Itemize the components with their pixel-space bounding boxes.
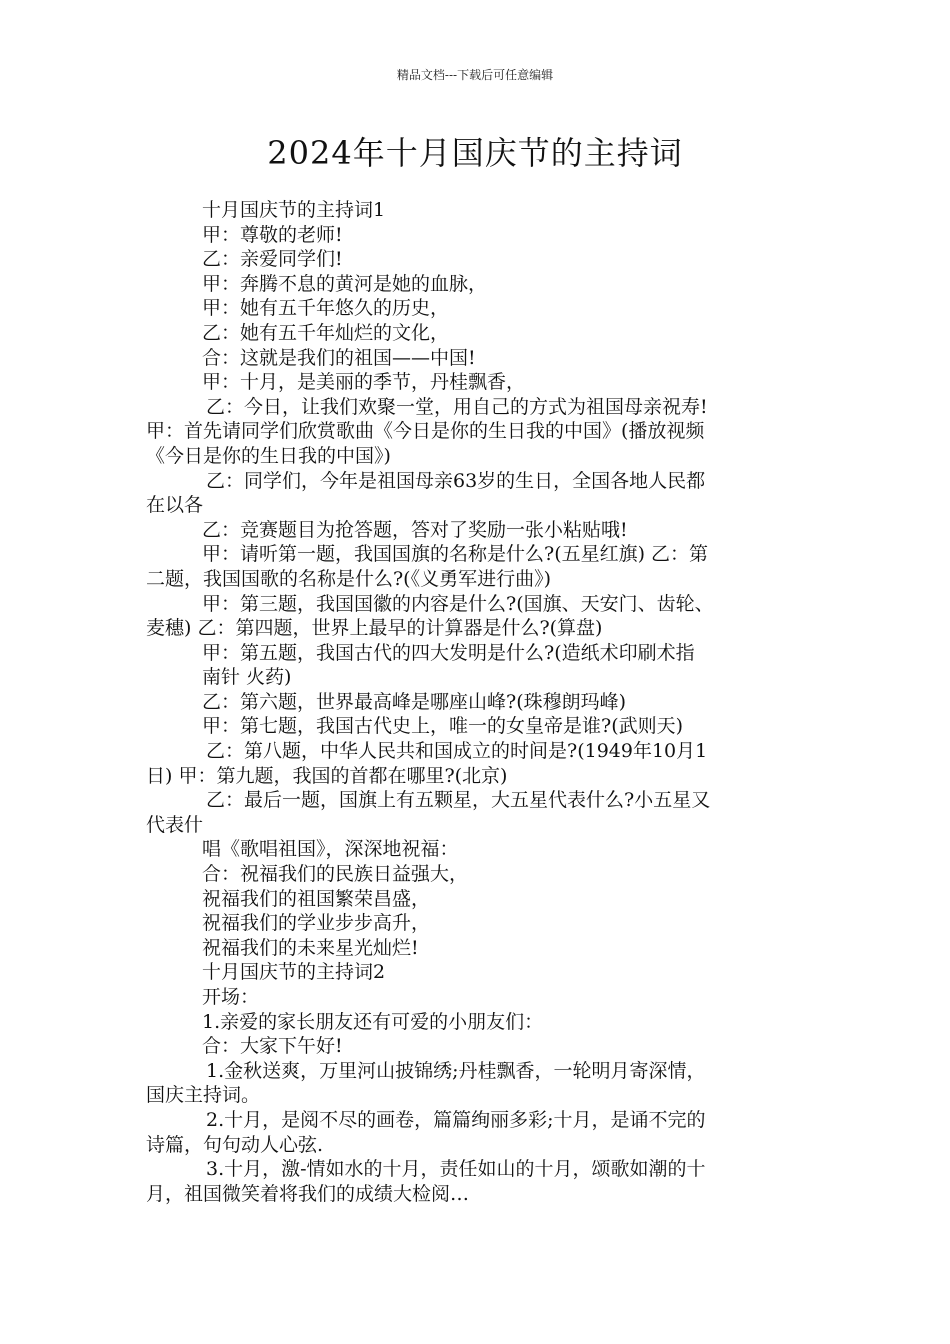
text-line: 月，祖国微笑着将我们的成绩大检阅…: [146, 1182, 470, 1205]
text-line: 甲：第五题，我国古代的四大发明是什么?(造纸术印刷术指: [202, 641, 695, 664]
text-line: 甲：第三题，我国国徽的内容是什么?(国旗、天安门、齿轮、: [202, 592, 714, 615]
text-line: 甲：请听第一题，我国国旗的名称是什么?(五星红旗) 乙：第: [202, 543, 709, 566]
text-line: 2.十月，是阅不尽的画卷，篇篇绚丽多彩;十月，是诵不完的: [206, 1108, 706, 1131]
text-line: 麦穗) 乙：第四题，世界上最早的计算器是什么?(算盘): [146, 617, 603, 640]
text-line: 《今日是你的生日我的中国》): [146, 444, 391, 467]
text-line: 甲：尊敬的老师!: [202, 223, 343, 246]
text-line: 开场：: [202, 986, 260, 1008]
text-line: 甲：奔腾不息的黄河是她的血脉，: [202, 272, 488, 295]
text-line: 乙：今日，让我们欢聚一堂，用自己的方式为祖国母亲祝寿!: [206, 395, 708, 418]
text-line: 乙：同学们，今年是祖国母亲63岁的生日，全国各地人民都: [206, 469, 706, 492]
document-body: [146, 198, 808, 1206]
text-line: 甲：第七题，我国古代史上，唯一的女皇帝是谁?(武则天): [202, 715, 684, 738]
text-line: 唱《歌唱祖国》，深深地祝福：: [202, 838, 459, 861]
text-line: 国庆主持词。: [146, 1084, 261, 1107]
text-line: 乙：第六题，世界最高峰是哪座山峰?(珠穆朗玛峰): [202, 690, 627, 713]
text-line: 祝福我们的未来星光灿烂!: [202, 936, 419, 959]
text-line: 甲：她有五千年悠久的历史，: [202, 297, 450, 320]
text-line: 3.十月，激-情如水的十月，责任如山的十月，颂歌如潮的十: [206, 1158, 706, 1181]
text-line: 二题，我国国歌的名称是什么?(《义勇军进行曲》): [146, 567, 552, 590]
text-line: 在以各: [146, 494, 204, 517]
text-line: 甲：首先请同学们欣赏歌曲《今日是你的生日我的中国》(播放视频: [146, 420, 705, 443]
text-line: 日) 甲：第九题，我国的首都在哪里?(北京): [146, 764, 508, 787]
document-title: 2024年十月国庆节的主持词: [267, 134, 683, 172]
text-line: 乙：第八题，中华人民共和国成立的时间是?(1949年10月1: [206, 740, 708, 763]
text-line: 乙：她有五千年灿烂的文化，: [202, 321, 450, 344]
text-line: 祝福我们的祖国繁荣昌盛，: [202, 887, 431, 910]
text-line: 合：祝福我们的民族日益强大，: [202, 863, 469, 886]
text-line: 1.金秋送爽，万里河山披锦绣;丹桂飘香，一轮明月寄深情，: [206, 1059, 706, 1082]
text-line: 乙：竞赛题目为抢答题，答对了奖励一张小粘贴哦!: [202, 518, 628, 541]
text-line: 乙：最后一题，国旗上有五颗星，大五星代表什么?小五星又: [206, 789, 711, 812]
text-line: 诗篇，句句动人心弦.: [146, 1133, 324, 1156]
text-line: 南针 火药): [202, 666, 292, 689]
text-line: 十月国庆节的主持词1: [202, 199, 386, 221]
text-line: 祝福我们的学业步步高升，: [202, 912, 431, 935]
text-line: 合：大家下午好!: [202, 1035, 343, 1058]
text-line: 合：这就是我们的祖国——中国!: [202, 346, 476, 369]
text-line: 代表什: [146, 813, 204, 836]
header-note: 精品文档---下载后可任意编辑: [396, 68, 554, 82]
text-line: 甲：十月，是美丽的季节，丹桂飘香，: [202, 371, 526, 394]
text-line: 十月国庆节的主持词2: [202, 961, 386, 984]
text-line: 乙：亲爱同学们!: [202, 248, 343, 271]
text-line: 1.亲爱的家长朋友还有可爱的小朋友们：: [202, 1010, 544, 1033]
